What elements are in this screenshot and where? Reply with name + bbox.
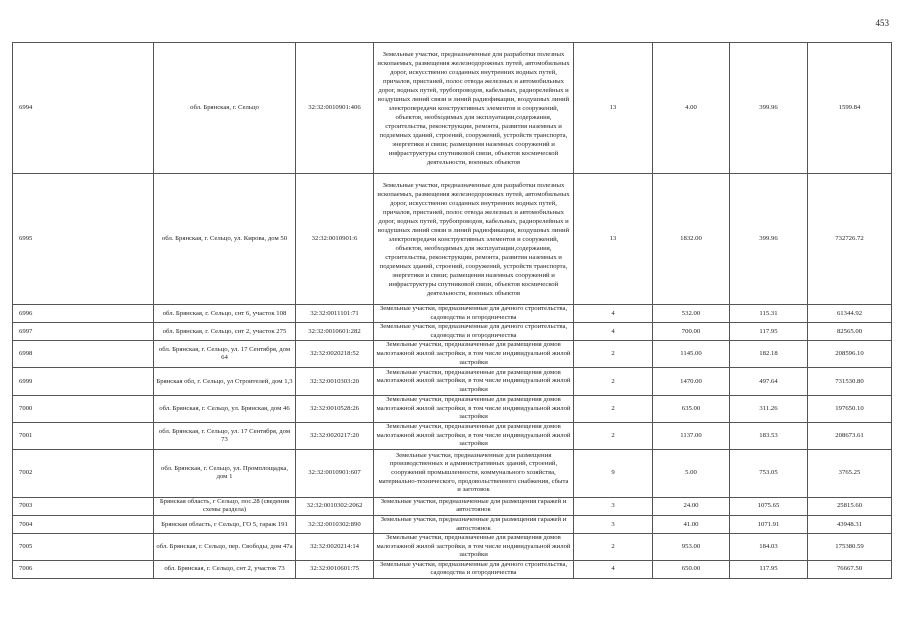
area-cell: 24.00 bbox=[653, 497, 730, 515]
land-use-cell: Земельные участки, предназначенные для размещения домов малоэтажной жилой застройки, в том числе индивидуальной жилой застройки bbox=[374, 534, 574, 561]
page-number: 453 bbox=[875, 18, 889, 28]
specific-value-cell: 399.96 bbox=[730, 43, 808, 174]
address-cell: Брянская обл, г. Сельцо, ул Строителей, дом 1,3 bbox=[154, 368, 296, 396]
cadastral-number-cell: 32:32:0010901:6 bbox=[296, 174, 374, 305]
land-use-cell: Земельные участки, предназначенные для размещения домов малоэтажной жилой застройки, в том числе индивидуальной жилой застройки bbox=[374, 422, 574, 449]
row-number: 7005 bbox=[13, 534, 154, 561]
cadastral-number-cell: 32:32:0020217:20 bbox=[296, 422, 374, 449]
cadastral-value-cell: 1599.84 bbox=[808, 43, 892, 174]
land-use-cell: Земельные участки, предназначенные для разработки полезных ископаемых, размещения железнодорожных путей, автомобильных дорог, искусственно созданных внутренних водных путей, причалов, пристаней, полос отвода железных и автомобильных дорог, водных путей, трубопроводов, кабельных, радиорелейных и воздушных линий связи и линий радиофикации, воздушных линий электропередачи конструктивных элементов и сооружений, объектов, необходимых для эксплуатации,содержания, строительства, реконструкции, ремонта, развития наземных и подземных зданий, строений, сооружений, устройств транспорта, энергетики и связи; размещения наземных сооружений и инфраструктуры спутниковой связи, объектов космической деятельности, военных объектов bbox=[374, 174, 574, 305]
cadastral-number-cell: 32:32:0010302:890 bbox=[296, 515, 374, 533]
area-cell: 650.00 bbox=[653, 560, 730, 578]
row-number: 7003 bbox=[13, 497, 154, 515]
land-use-cell: Земельные участки, предназначенные для разработки полезных ископаемых, размещения железнодорожных путей, автомобильных дорог, искусственно созданных внутренних водных путей, причалов, пристаней, полос отвода железных и автомобильных дорог, водных путей, трубопроводов, кабельных, радиорелейных и воздушных линий связи и линий радиофикации, воздушных линий электропередачи конструктивных элементов и сооружений, объектов, необходимых для эксплуатации,содержания, строительства, реконструкции, ремонта, развития наземных и подземных зданий, строений, сооружений, устройств транспорта, энергетики и связи; размещения наземных сооружений и инфраструктуры спутниковой связи, объектов космической деятельности, военных объектов bbox=[374, 43, 574, 174]
row-number: 7002 bbox=[13, 449, 154, 497]
land-use-cell: Земельные участки, предназначенные для размещения гаражей и автостоянок bbox=[374, 515, 574, 533]
cadastral-value-cell: 732726.72 bbox=[808, 174, 892, 305]
area-cell: 700.00 bbox=[653, 323, 730, 341]
group-cell: 13 bbox=[574, 43, 653, 174]
cadastral-number-cell: 32:32:0011101:71 bbox=[296, 305, 374, 323]
group-cell: 3 bbox=[574, 515, 653, 533]
row-number: 6995 bbox=[13, 174, 154, 305]
group-cell: 2 bbox=[574, 534, 653, 561]
address-cell: обл. Брянская, г. Сельцо, ул. Кирова, дом 50 bbox=[154, 174, 296, 305]
specific-value-cell: 497.64 bbox=[730, 368, 808, 396]
cadastral-number-cell: 32:32:0010901:406 bbox=[296, 43, 374, 174]
specific-value-cell: 117.95 bbox=[730, 560, 808, 578]
group-cell: 4 bbox=[574, 305, 653, 323]
specific-value-cell: 184.03 bbox=[730, 534, 808, 561]
area-cell: 532.00 bbox=[653, 305, 730, 323]
cadastral-number-cell: 32:32:0010601:75 bbox=[296, 560, 374, 578]
group-cell: 2 bbox=[574, 422, 653, 449]
table-row bbox=[13, 396, 892, 423]
specific-value-cell: 117.95 bbox=[730, 323, 808, 341]
group-cell: 4 bbox=[574, 323, 653, 341]
specific-value-cell: 1071.91 bbox=[730, 515, 808, 533]
address-cell: обл. Брянская, г. Сельцо, ул. 17 Сентября, дом 64 bbox=[154, 341, 296, 368]
specific-value-cell: 183.53 bbox=[730, 422, 808, 449]
table-row bbox=[13, 323, 892, 341]
specific-value-cell: 1075.65 bbox=[730, 497, 808, 515]
address-cell: обл. Брянская, г. Сельцо, пер. Свободы, дом 47а bbox=[154, 534, 296, 561]
land-use-cell: Земельные участки, предназначенные для размещения домов малоэтажной жилой застройки, в том числе индивидуальной жилой застройки bbox=[374, 341, 574, 368]
row-number: 7006 bbox=[13, 560, 154, 578]
table-row bbox=[13, 305, 892, 323]
land-use-cell: Земельные участки, предназначенные для размещения производственных и административных зданий, строений, сооружений промышленности, коммунального хозяйства, материально-технического, продовольственного снабжения, сбыта и заготовок bbox=[374, 449, 574, 497]
row-number: 6997 bbox=[13, 323, 154, 341]
area-cell: 1145.00 bbox=[653, 341, 730, 368]
address-cell: обл. Брянская, г. Сельцо, ул. Брянская, дом 46 bbox=[154, 396, 296, 423]
land-use-cell: Земельные участки, предназначенные для размещения домов малоэтажной жилой застройки, в том числе индивидуальной жилой застройки bbox=[374, 396, 574, 423]
address-cell: Брянская область, г Сельцо, пос.28 (сведения схемы раздела) bbox=[154, 497, 296, 515]
table-row bbox=[13, 449, 892, 497]
address-cell: обл. Брянская, г. Сельцо, снт 2, участок 275 bbox=[154, 323, 296, 341]
specific-value-cell: 399.96 bbox=[730, 174, 808, 305]
row-number: 6994 bbox=[13, 43, 154, 174]
table-row bbox=[13, 43, 892, 174]
land-use-cell: Земельные участки, предназначенные для размещения домов малоэтажной жилой застройки, в том числе индивидуальной жилой застройки bbox=[374, 368, 574, 396]
address-cell: обл. Брянская, г. Сельцо, снт 2, участок 73 bbox=[154, 560, 296, 578]
group-cell: 2 bbox=[574, 341, 653, 368]
land-plots-table bbox=[12, 42, 892, 579]
cadastral-number-cell: 32:32:0020214:14 bbox=[296, 534, 374, 561]
row-number: 6998 bbox=[13, 341, 154, 368]
row-number: 6996 bbox=[13, 305, 154, 323]
cadastral-value-cell: 208596.10 bbox=[808, 341, 892, 368]
cadastral-value-cell: 76667.50 bbox=[808, 560, 892, 578]
area-cell: 4.00 bbox=[653, 43, 730, 174]
group-cell: 2 bbox=[574, 396, 653, 423]
cadastral-number-cell: 32:32:0010303:20 bbox=[296, 368, 374, 396]
row-number: 7004 bbox=[13, 515, 154, 533]
land-use-cell: Земельные участки, предназначенные для дачного строительства, садоводства и огородничества bbox=[374, 560, 574, 578]
address-cell: Брянская область, г Сельцо, ГО 5, гараж 191 bbox=[154, 515, 296, 533]
table-row bbox=[13, 534, 892, 561]
address-cell: обл. Брянская, г. Сельцо, снт 6, участок 108 bbox=[154, 305, 296, 323]
area-cell: 5.00 bbox=[653, 449, 730, 497]
cadastral-value-cell: 82565.00 bbox=[808, 323, 892, 341]
cadastral-value-cell: 731530.80 bbox=[808, 368, 892, 396]
address-cell: обл. Брянская, г. Сельцо bbox=[154, 43, 296, 174]
cadastral-number-cell: 32:32:0010601:282 bbox=[296, 323, 374, 341]
cadastral-number-cell: 32:32:0020218:52 bbox=[296, 341, 374, 368]
address-cell: обл. Брянская, г. Сельцо, ул. Промплощадка, дом 1 bbox=[154, 449, 296, 497]
area-cell: 1832.00 bbox=[653, 174, 730, 305]
table-row bbox=[13, 422, 892, 449]
cadastral-value-cell: 3765.25 bbox=[808, 449, 892, 497]
table-row bbox=[13, 560, 892, 578]
cadastral-value-cell: 25815.60 bbox=[808, 497, 892, 515]
address-cell: обл. Брянская, г. Сельцо, ул. 17 Сентября, дом 73 bbox=[154, 422, 296, 449]
specific-value-cell: 311.26 bbox=[730, 396, 808, 423]
land-use-cell: Земельные участки, предназначенные для дачного строительства, садоводства и огородничества bbox=[374, 305, 574, 323]
cadastral-value-cell: 197650.10 bbox=[808, 396, 892, 423]
area-cell: 635.00 bbox=[653, 396, 730, 423]
specific-value-cell: 115.31 bbox=[730, 305, 808, 323]
table-row bbox=[13, 368, 892, 396]
table-row bbox=[13, 174, 892, 305]
area-cell: 1470.00 bbox=[653, 368, 730, 396]
specific-value-cell: 182.18 bbox=[730, 341, 808, 368]
cadastral-number-cell: 32:32:0010302:2062 bbox=[296, 497, 374, 515]
group-cell: 2 bbox=[574, 368, 653, 396]
group-cell: 3 bbox=[574, 497, 653, 515]
row-number: 6999 bbox=[13, 368, 154, 396]
group-cell: 9 bbox=[574, 449, 653, 497]
group-cell: 4 bbox=[574, 560, 653, 578]
area-cell: 1137.00 bbox=[653, 422, 730, 449]
area-cell: 41.00 bbox=[653, 515, 730, 533]
table-row bbox=[13, 341, 892, 368]
group-cell: 13 bbox=[574, 174, 653, 305]
area-cell: 953.00 bbox=[653, 534, 730, 561]
cadastral-value-cell: 43948.31 bbox=[808, 515, 892, 533]
cadastral-number-cell: 32:32:0010528:26 bbox=[296, 396, 374, 423]
cadastral-value-cell: 175380.59 bbox=[808, 534, 892, 561]
cadastral-value-cell: 61344.92 bbox=[808, 305, 892, 323]
table-row bbox=[13, 515, 892, 533]
specific-value-cell: 753.05 bbox=[730, 449, 808, 497]
table-row bbox=[13, 497, 892, 515]
land-use-cell: Земельные участки, предназначенные для дачного строительства, садоводства и огородничества bbox=[374, 323, 574, 341]
land-use-cell: Земельные участки, предназначенные для размещения гаражей и автостоянок bbox=[374, 497, 574, 515]
cadastral-value-cell: 208673.61 bbox=[808, 422, 892, 449]
cadastral-number-cell: 32:32:0010901:607 bbox=[296, 449, 374, 497]
row-number: 7000 bbox=[13, 396, 154, 423]
row-number: 7001 bbox=[13, 422, 154, 449]
